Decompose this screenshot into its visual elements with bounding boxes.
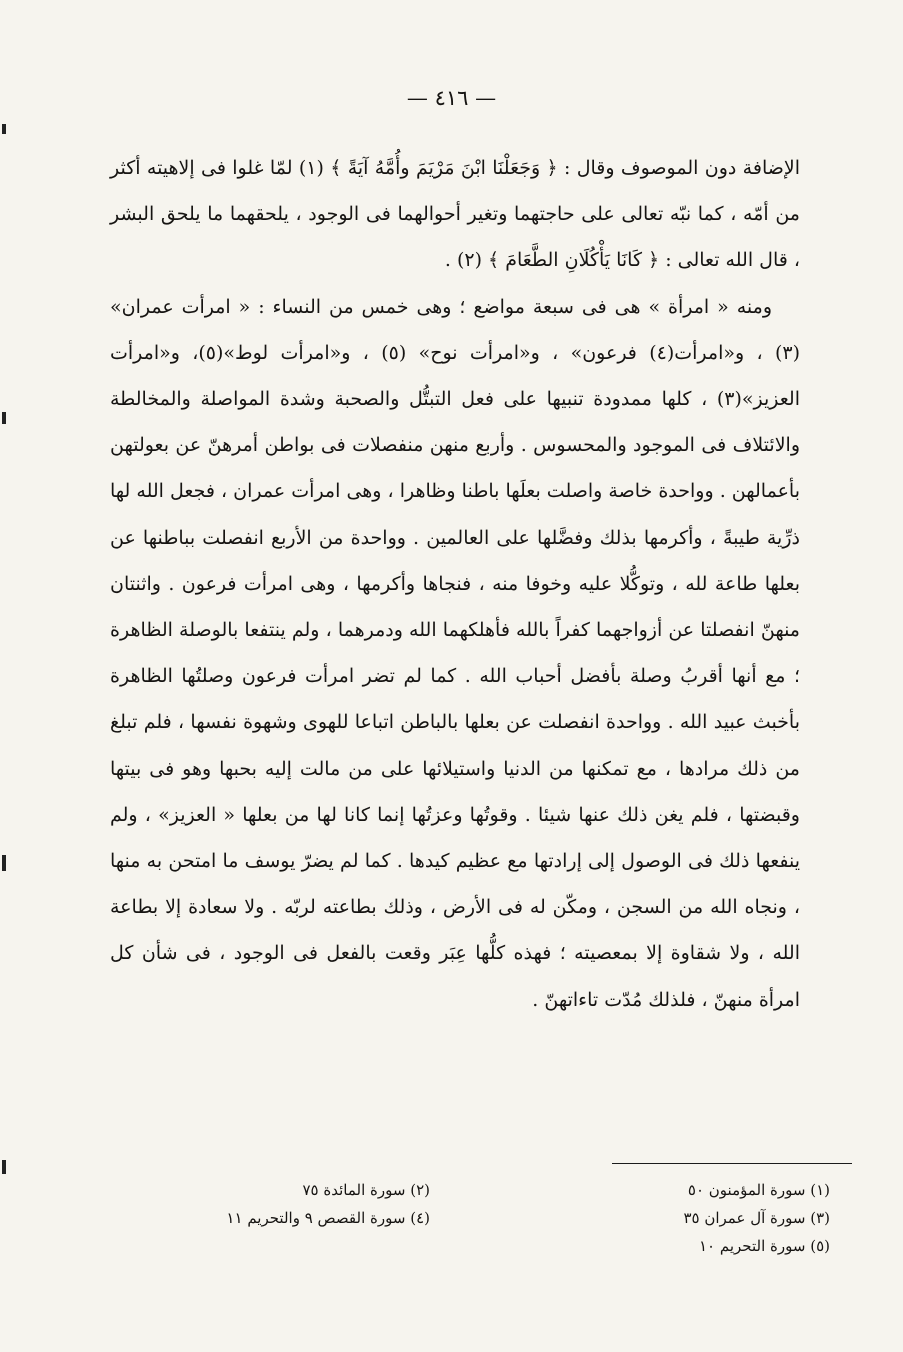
footnote-2: (٢) سورة المائدة ٧٥ bbox=[302, 1181, 430, 1199]
scan-edge-mark bbox=[2, 412, 6, 424]
scan-edge-mark bbox=[2, 1160, 6, 1174]
footnote-1: (١) سورة المؤمنون ٥٠ bbox=[687, 1181, 830, 1199]
scan-edge-mark bbox=[2, 124, 6, 134]
footnote-3: (٣) سورة آل عمران ٣٥ bbox=[683, 1209, 830, 1227]
paragraph-2: ومنه « امرأة » هى فى سبعة مواضع ؛ وهى خمس من النساء : « امرأت عمران» (٣) ، و«امرأت(٤) فرعون» ، و«امرأت نوح» (٥) ، و«امرأت لوط»(٥)، و«امرأت العزيز»(٣) ، كلها ممدودة تنبيها على فعل التبتُّل والصحبة وشدة المواصلة والمخالطة والائتلاف فى الموجود والمحسوس . وأربع منهن منفصلات فى بواطن أمرهنّ عن بعولتهن بأعمالهن . وواحدة خاصة واصلت بعلَها باطنا وظاهرا ، وهى امرأت عمران ، فجعل الله لها ذرِّية طيبةً ، وأكرمها بذلك وفضَّلها على العالمين . وواحدة من الأربع انفصلت بباطنها عن بعلها طاعة لله ، وتوكُّلا عليه وخوفا منه ، فنجاها وأكرمها ، وهى امرأت فرعون . واثنتان منهنّ انفصلتا عن أزواجهما كفراً بالله فأهلكهما الله ودمرهما ، ولم ينتفعا بالوصلة الظاهرة ؛ مع أنها أقربُ وصلة بأفضل أحباب الله . كما لم تضر امرأت فرعون وصلتُها الظاهرة بأخبث عبيد الله . وواحدة انفصلت عن بعلها بالباطن اتباعا للهوى وشهوة نفسها ، فلم تبلغ من ذلك مرادها ، مع تمكنها من الدنيا واستيلائها على من مالت إليه بحبها وهو فى بيتها وقبضتها ، فلم يغن ذلك عنها شيئا . وقوتُها وعزتُها إنما كانا لها من بعلها « العزيز» ، ولم ينفعها ذلك فى الوصول إلى إرادتها مع عظيم كيدها . كما لم يضرّ يوسف ما امتحن به منها ، ونجاه الله من السجن ، ومكّن له فى الأرض ، وذلك بطاعته لربّه . ولا سعادة إلا بطاعة الله ، ولا شقاوة إلا بمعصيته ؛ فهذه كلُّها عِبَر وقعت بالفعل فى الوجود ، فى شأن كل امرأة منهنّ ، فلذلك مُدّت تاءاتهنّ . bbox=[110, 295, 800, 1011]
footnotes-left-column bbox=[150, 1176, 430, 1232]
footnote-5: (٥) سورة التحريم ١٠ bbox=[698, 1237, 830, 1255]
paragraph-1: الإضافة دون الموصوف وقال : ﴿ وَجَعَلْنَا ابْنَ مَرْيَمَ وأُمَّهُ آيَةً ﴾ (١) لمّا غلوا فى إلاهيته أكثر من أمّه ، كما نبّه تعالى على حاجتهما وتغير أحوالهما فى الوجود ، يلحقهما ما يلحق البشر ، قال الله تعالى : ﴿ كَانَا يَأْكُلَانِ الطَّعَامَ ﴾ (٢) . bbox=[110, 157, 800, 272]
footnote-separator bbox=[612, 1163, 852, 1164]
footnote-4: (٤) سورة القصص ٩ والتحريم ١١ bbox=[226, 1209, 430, 1227]
footnotes-right-column bbox=[510, 1176, 830, 1260]
scan-edge-mark bbox=[2, 855, 6, 871]
page-number: — ٤١٦ — bbox=[406, 86, 497, 110]
body-text bbox=[110, 145, 800, 1023]
